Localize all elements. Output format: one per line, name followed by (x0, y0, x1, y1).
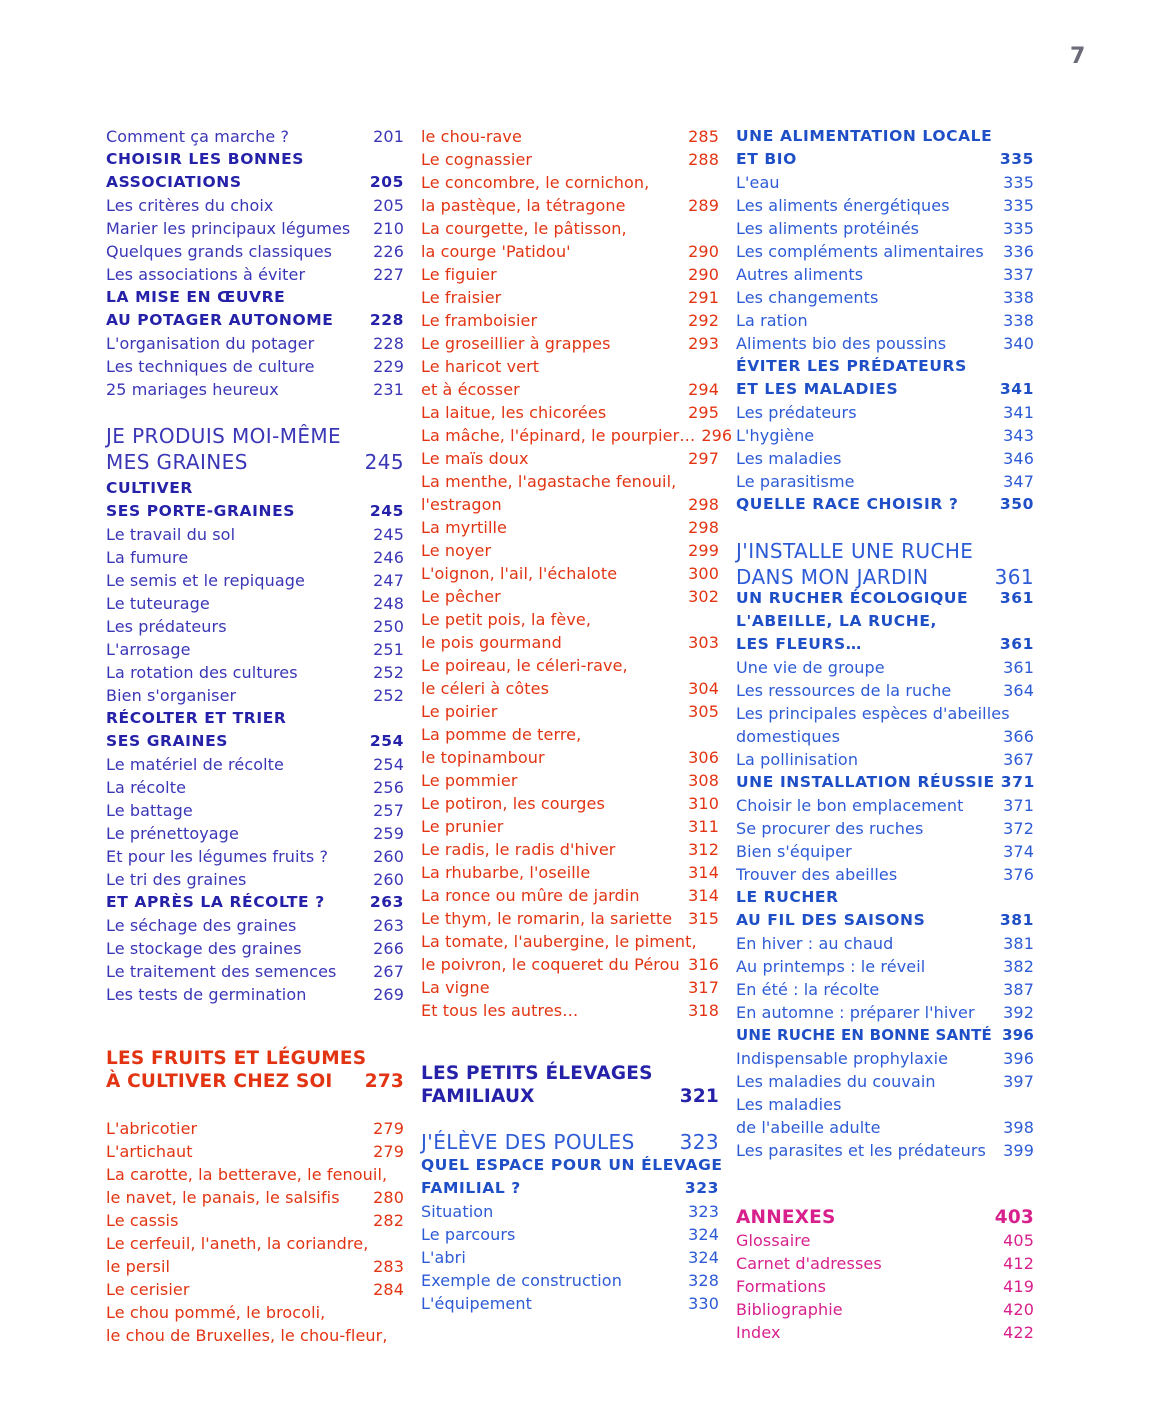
toc-entry: domestiques 366 (736, 727, 1034, 746)
toc-entry: La mâche, l'épinard, le pourpier… 296 (421, 426, 733, 445)
toc-entry: Le travail du sol 245 (106, 525, 404, 544)
toc-entry: de l'abeille adulte 398 (736, 1118, 1034, 1137)
toc-entry: La récolte 256 (106, 778, 404, 797)
toc-entry: L'hygiène 343 (736, 426, 1034, 445)
toc-heading: AU FIL DES SAISONS 381 (736, 911, 1034, 929)
toc-entry: le poivron, le coqueret du Pérou 316 (421, 955, 719, 974)
toc-entry: Au printemps : le réveil 382 (736, 957, 1034, 976)
toc-heading: L'ABEILLE, LA RUCHE, (736, 612, 938, 630)
chapter-title: MES GRAINES 245 (106, 450, 404, 474)
toc-heading: SES PORTE-GRAINES 245 (106, 502, 404, 520)
toc-entry: Les aliments protéinés 335 (736, 219, 1034, 238)
toc-entry: La carotte, la betterave, le fenouil, (106, 1165, 388, 1184)
page-number: 7 (1070, 44, 1086, 69)
toc-entry: l'estragon 298 (421, 495, 719, 514)
toc-entry: Le maïs doux 297 (421, 449, 719, 468)
toc-entry: Les critères du choix 205 (106, 196, 404, 215)
toc-heading: QUELLE RACE CHOISIR ? 350 (736, 495, 1034, 513)
toc-entry: Le traitement des semences 267 (106, 962, 404, 981)
toc-entry: Le thym, le romarin, la sariette 315 (421, 909, 719, 928)
section-title: LES PETITS ÉLEVAGES (421, 1063, 653, 1084)
chapter-title: J'INSTALLE UNE RUCHE (736, 539, 974, 563)
toc-entry: Le concombre, le cornichon, (421, 173, 650, 192)
toc-heading: ÉVITER LES PRÉDATEURS (736, 357, 967, 375)
toc-entry: Les ressources de la ruche 364 (736, 681, 1034, 700)
toc-entry: le navet, le panais, le salsifis 280 (106, 1188, 404, 1207)
toc-heading: CULTIVER (106, 479, 193, 497)
toc-entry: La ration 338 (736, 311, 1034, 330)
toc-entry: Exemple de construction 328 (421, 1271, 719, 1290)
toc-heading: UNE RUCHE EN BONNE SANTÉ 396 (736, 1026, 1034, 1044)
toc-entry: Le potiron, les courges 310 (421, 794, 719, 813)
toc-entry: Les maladies 346 (736, 449, 1034, 468)
toc-entry: Les compléments alimentaires 336 (736, 242, 1034, 261)
toc-entry: Bien s'organiser 252 (106, 686, 404, 705)
toc-heading: LE RUCHER (736, 888, 839, 906)
toc-entry: Le haricot vert (421, 357, 540, 376)
toc-entry: Le petit pois, la fève, (421, 610, 592, 629)
toc-entry: L'abricotier 279 (106, 1119, 404, 1138)
toc-entry: Indispensable prophylaxie 396 (736, 1049, 1034, 1068)
toc-entry: Le poireau, le céleri-rave, (421, 656, 628, 675)
toc-entry: L'eau 335 (736, 173, 1034, 192)
toc-entry: La laitue, les chicorées 295 (421, 403, 719, 422)
toc-entry: Le poirier 305 (421, 702, 719, 721)
toc-entry: le chou-rave 285 (421, 127, 719, 146)
toc-entry: La ronce ou mûre de jardin 314 (421, 886, 719, 905)
section-title: LES FRUITS ET LÉGUMES (106, 1048, 367, 1069)
toc-entry: Le tuteurage 248 (106, 594, 404, 613)
toc-entry: Index 422 (736, 1323, 1034, 1342)
toc-entry: Aliments bio des poussins 340 (736, 334, 1034, 353)
toc-heading: UNE ALIMENTATION LOCALE (736, 127, 993, 145)
toc-entry: La pomme de terre, (421, 725, 582, 744)
toc-entry: Marier les principaux légumes 210 (106, 219, 404, 238)
toc-entry: L'abri 324 (421, 1248, 719, 1267)
toc-entry: Carnet d'adresses 412 (736, 1254, 1034, 1273)
toc-entry: le pois gourmand 303 (421, 633, 719, 652)
toc-entry: Le parcours 324 (421, 1225, 719, 1244)
toc-entry: La courgette, le pâtisson, (421, 219, 627, 238)
toc-entry: En automne : préparer l'hiver 392 (736, 1003, 1034, 1022)
toc-entry: Les maladies du couvain 397 (736, 1072, 1034, 1091)
chapter-title: JE PRODUIS MOI-MÊME (106, 424, 342, 448)
toc-entry: Les principales espèces d'abeilles (736, 704, 1010, 723)
toc-entry: Le figuier 290 (421, 265, 719, 284)
toc-entry: Les parasites et les prédateurs 399 (736, 1141, 1034, 1160)
toc-entry: Le battage 257 (106, 801, 404, 820)
toc-entry: Quelques grands classiques 226 (106, 242, 404, 261)
toc-entry: Situation 323 (421, 1202, 719, 1221)
toc-entry: Se procurer des ruches 372 (736, 819, 1034, 838)
toc-entry: La pollinisation 367 (736, 750, 1034, 769)
chapter-title: J'ÉLÈVE DES POULES 323 (421, 1130, 719, 1154)
toc-entry: Glossaire 405 (736, 1231, 1034, 1250)
toc-entry: le topinambour 306 (421, 748, 719, 767)
toc-entry: Le parasitisme 347 (736, 472, 1034, 491)
toc-entry: Autres aliments 337 (736, 265, 1034, 284)
toc-entry: La fumure 246 (106, 548, 404, 567)
toc-entry: Le chou pommé, le brocoli, (106, 1303, 326, 1322)
toc-entry: Le noyer 299 (421, 541, 719, 560)
toc-entry: Le prénettoyage 259 (106, 824, 404, 843)
toc-heading: UN RUCHER ÉCOLOGIQUE 361 (736, 589, 1034, 607)
toc-entry: Le stockage des graines 266 (106, 939, 404, 958)
toc-entry: Les tests de germination 269 (106, 985, 404, 1004)
toc-heading: SES GRAINES 254 (106, 732, 404, 750)
toc-entry: Bibliographie 420 (736, 1300, 1034, 1319)
toc-entry: le persil 283 (106, 1257, 404, 1276)
toc-entry: Les associations à éviter 227 (106, 265, 404, 284)
toc-heading: AU POTAGER AUTONOME 228 (106, 311, 404, 329)
toc-entry: L'artichaut 279 (106, 1142, 404, 1161)
toc-entry: En hiver : au chaud 381 (736, 934, 1034, 953)
toc-entry: la courge 'Patidou' 290 (421, 242, 719, 261)
toc-entry: le céleri à côtes 304 (421, 679, 719, 698)
toc-entry: L'équipement 330 (421, 1294, 719, 1313)
toc-heading: LA MISE EN ŒUVRE (106, 288, 286, 306)
toc-entry: Une vie de groupe 361 (736, 658, 1034, 677)
toc-column-2 (421, 125, 733, 1315)
toc-entry: La rhubarbe, l'oseille 314 (421, 863, 719, 882)
toc-entry: Le séchage des graines 263 (106, 916, 404, 935)
toc-heading: QUEL ESPACE POUR UN ÉLEVAGE (421, 1156, 723, 1174)
toc-heading: ET APRÈS LA RÉCOLTE ? 263 (106, 893, 404, 911)
toc-entry: La rotation des cultures 252 (106, 663, 404, 682)
toc-heading: CHOISIR LES BONNES (106, 150, 305, 168)
toc-entry: Les prédateurs 250 (106, 617, 404, 636)
toc-entry: Et tous les autres… 318 (421, 1001, 719, 1020)
toc-entry: En été : la récolte 387 (736, 980, 1034, 999)
toc-heading: ET BIO 335 (736, 150, 1034, 168)
toc-heading: ET LES MALADIES 341 (736, 380, 1034, 398)
toc-entry: Le pommier 308 (421, 771, 719, 790)
toc-heading: RÉCOLTER ET TRIER (106, 709, 287, 727)
toc-entry: Comment ça marche ? 201 (106, 127, 404, 146)
toc-entry: Le framboisier 292 (421, 311, 719, 330)
toc-entry: Et pour les légumes fruits ? 260 (106, 847, 404, 866)
toc-entry: Choisir le bon emplacement 371 (736, 796, 1034, 815)
toc-column-1 (106, 125, 404, 1347)
toc-entry: Le tri des graines 260 (106, 870, 404, 889)
toc-entry: Les prédateurs 341 (736, 403, 1034, 422)
toc-entry: Le radis, le radis d'hiver 312 (421, 840, 719, 859)
toc-entry: la pastèque, la tétragone 289 (421, 196, 719, 215)
chapter-title: DANS MON JARDIN 361 (736, 565, 1034, 589)
toc-entry: le chou de Bruxelles, le chou-fleur, (106, 1326, 388, 1345)
toc-entry: Les aliments énergétiques 335 (736, 196, 1034, 215)
annexes-title: ANNEXES 403 (736, 1207, 1034, 1228)
toc-entry: 25 mariages heureux 231 (106, 380, 404, 399)
toc-entry: Le prunier 311 (421, 817, 719, 836)
toc-entry: et à écosser 294 (421, 380, 719, 399)
toc-heading: FAMILIAL ? 323 (421, 1179, 719, 1197)
toc-entry: Le cerisier 284 (106, 1280, 404, 1299)
toc-heading: ASSOCIATIONS 205 (106, 173, 404, 191)
toc-entry: La vigne 317 (421, 978, 719, 997)
toc-entry: Le semis et le repiquage 247 (106, 571, 404, 590)
toc-column-3 (736, 125, 1034, 1344)
section-title: À CULTIVER CHEZ SOI 273 (106, 1071, 404, 1092)
toc-entry: Les changements 338 (736, 288, 1034, 307)
toc-entry: Le groseillier à grappes 293 (421, 334, 719, 353)
toc-entry: La myrtille 298 (421, 518, 719, 537)
toc-entry: Les maladies (736, 1095, 842, 1114)
toc-entry: Trouver des abeilles 376 (736, 865, 1034, 884)
toc-entry: Le cognassier 288 (421, 150, 719, 169)
toc-entry: L'arrosage 251 (106, 640, 404, 659)
toc-entry: Formations 419 (736, 1277, 1034, 1296)
toc-entry: Le cassis 282 (106, 1211, 404, 1230)
toc-entry: Le matériel de récolte 254 (106, 755, 404, 774)
toc-entry: Bien s'équiper 374 (736, 842, 1034, 861)
toc-entry: Les techniques de culture 229 (106, 357, 404, 376)
section-title: FAMILIAUX 321 (421, 1086, 719, 1107)
toc-entry: L'oignon, l'ail, l'échalote 300 (421, 564, 719, 583)
toc-heading: UNE INSTALLATION RÉUSSIE 371 (736, 773, 1035, 791)
toc-entry: Le fraisier 291 (421, 288, 719, 307)
toc-heading: LES FLEURS… 361 (736, 635, 1034, 653)
toc-entry: La menthe, l'agastache fenouil, (421, 472, 677, 491)
toc-entry: La tomate, l'aubergine, le piment, (421, 932, 697, 951)
toc-entry: Le pêcher 302 (421, 587, 719, 606)
toc-entry: Le cerfeuil, l'aneth, la coriandre, (106, 1234, 369, 1253)
toc-entry: L'organisation du potager 228 (106, 334, 404, 353)
